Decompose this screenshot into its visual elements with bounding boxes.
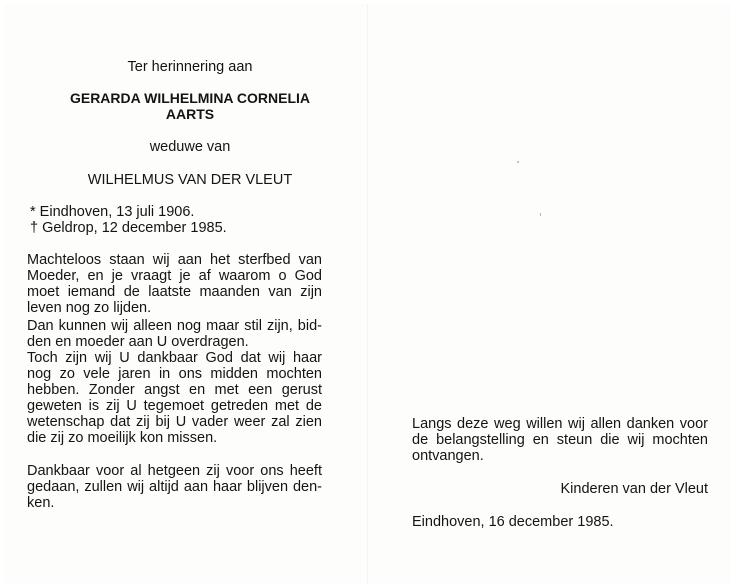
signature: Kinderen van der Vleut <box>560 481 708 497</box>
card-fold <box>367 4 368 584</box>
poem-line: moet iemand de laatste maanden van zijn <box>27 284 322 300</box>
deceased-name-line1: GERARDA WILHELMINA CORNELIA <box>69 90 311 106</box>
poem-line: leven nog zo lijden. <box>27 300 152 316</box>
poem-line: den en moeder aan U overdragen. <box>27 334 249 350</box>
right-thanks-line: Langs deze weg willen wij allen danken voor <box>412 416 708 432</box>
left-thanks-line: gedaan, zullen wij altijd aan haar blijven den- <box>27 479 322 495</box>
poem-line: Dan kunnen wij alleen nog maar stil zijn, bid- <box>27 318 322 334</box>
poem-line: geweten is zij U tegemoet getreden met de <box>27 398 322 414</box>
poem-line: Toch zijn wij U dankbaar God dat wij haar <box>27 350 322 366</box>
poem-line: hebben. Zonder angst en met een gerust <box>27 382 322 398</box>
spouse-name: WILHELMUS VAN DER VLEUT <box>87 172 293 188</box>
poem-line: wetenschap dat zij bij U vader weer zal zien <box>27 414 322 430</box>
paper-speck <box>540 213 541 216</box>
right-thanks-line: ontvangen. <box>412 448 484 464</box>
relation-text: weduwe van <box>149 139 231 155</box>
birth-line: * Eindhoven, 13 juli 1906. <box>30 204 195 220</box>
intro-text: Ter herinnering aan <box>127 59 253 75</box>
poem-line: Moeder, en je vraagt je af waarom o God <box>27 268 322 284</box>
poem-line: nog zo vele jaren in ons midden mochten <box>27 366 322 382</box>
deceased-name-line2: AARTS <box>165 106 215 122</box>
paper-speck <box>517 161 519 163</box>
poem-line: Machteloos staan wij aan het sterfbed van <box>27 252 322 268</box>
right-thanks-line: de belangstelling en steun die wij mochten <box>412 432 708 448</box>
left-thanks-line: ken. <box>27 495 55 511</box>
left-thanks-line: Dankbaar voor al hetgeen zij voor ons heeft <box>27 463 322 479</box>
place-date: Eindhoven, 16 december 1985. <box>412 514 614 530</box>
poem-line: die zij zo moeilijk kon missen. <box>27 430 218 446</box>
death-line: † Geldrop, 12 december 1985. <box>30 220 227 236</box>
